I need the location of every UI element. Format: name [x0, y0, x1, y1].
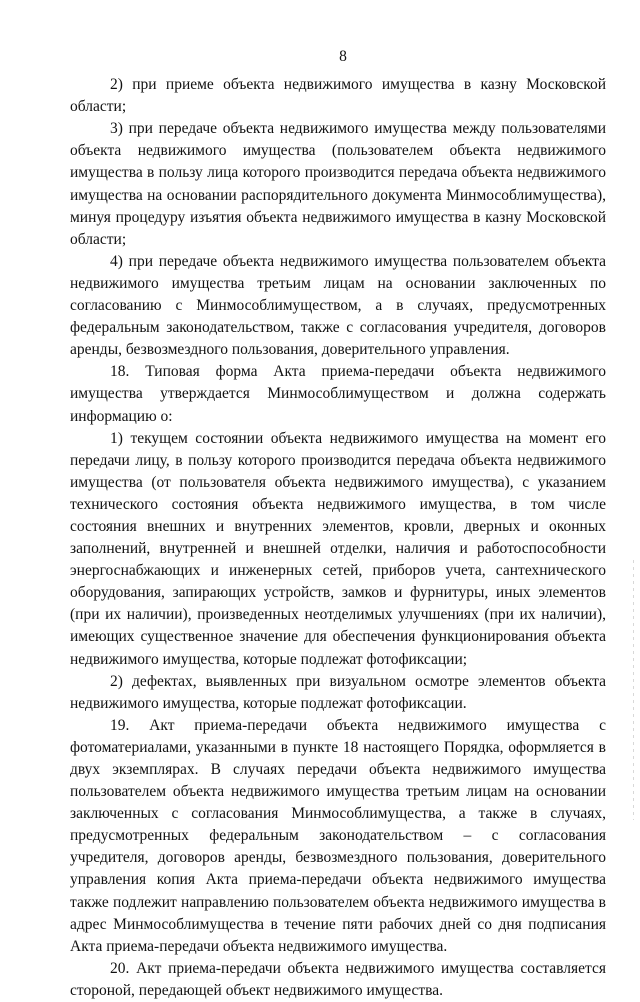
paragraph-item-4: 4) при передаче объекта недвижимого имущества пользователем объекта недвижимого имущества третьим лицам на основании заключенных по согласованию с Минмособлимуществом, а в случаях, предусмотренных федеральным законодательством, также с согласования учредителя, договоров аренды, безвозмездного пользования, доверительного управления.	[70, 252, 606, 359]
paragraph-clause-20: 20. Акт приема-передачи объекта недвижимого имущества составляется стороной, передающей объект недвижимого имущества.	[70, 959, 606, 999]
paragraph-clause-18: 18. Типовая форма Акта приема-передачи объекта недвижимого имущества утверждается Минмособлимуществом и должна содержать информацию о:	[70, 363, 606, 425]
paragraph-clause-18-item-2: 2) дефектах, выявленных при визуальном осмотре элементов объекта недвижимого имущества, которые подлежат фотофиксации.	[70, 672, 606, 712]
paragraph-item-3: 3) при передаче объекта недвижимого имущества между пользователями объекта недвижимого имущества (пользователем объекта недвижимого имущества в пользу лица которого производится передача объекта недвижимого имущества на основании распорядительного документа Минмособлимущества), минуя процедуру изъятия объекта недвижимого имущества в казну Московской области;	[70, 120, 606, 248]
paragraph-item-2: 2) при приеме объекта недвижимого имущества в казну Московской области;	[70, 76, 606, 116]
paragraph-clause-19: 19. Акт приема-передачи объекта недвижимого имущества с фотоматериалами, указанными в пункте 18 настоящего Порядка, оформляется в двух экземплярах. В случаях передачи объекта недвижимого имущества пользователем объекта недвижимого имущества третьим лицам на основании заключенных с согласования Минмособлимущества, а также в случаях, предусмотренных федеральным законодательством – с согласования учредителя, договоров аренды, безвозмездного пользования, доверительного управления копия Акта приема-передачи объекта недвижимого имущества также подлежит направлению пользователем объекта недвижимого имущества в адрес Минмособлимущества в течение пяти рабочих дней со дня подписания Акта приема-передачи объекта недвижимого имущества.	[70, 716, 606, 955]
paragraph-clause-18-item-1: 1) текущем состоянии объекта недвижимого имущества на момент его передачи лицу, в пользу которого производится передача объекта недвижимого имущества (от пользователя объекта недвижимого имущества), с указанием технического состояния объекта недвижимого имущества, в том числе состояния внешних и внутренних элементов, кровли, дверных и оконных заполнений, внутренней и внешней отделки, наличия и работоспособности энергоснабжающих и инженерных сетей, приборов учета, сантехнического оборудования, запирающих устройств, замков и фурнитуры, иных элементов (при их наличии), произведенных неотделимых улучшениях (при их наличии), имеющих существенное значение для обеспечения функционирования объекта недвижимого имущества, которые подлежат фотофиксации;	[70, 429, 606, 668]
page-number: 8	[339, 48, 347, 65]
scan-edge-mark	[633, 560, 634, 820]
